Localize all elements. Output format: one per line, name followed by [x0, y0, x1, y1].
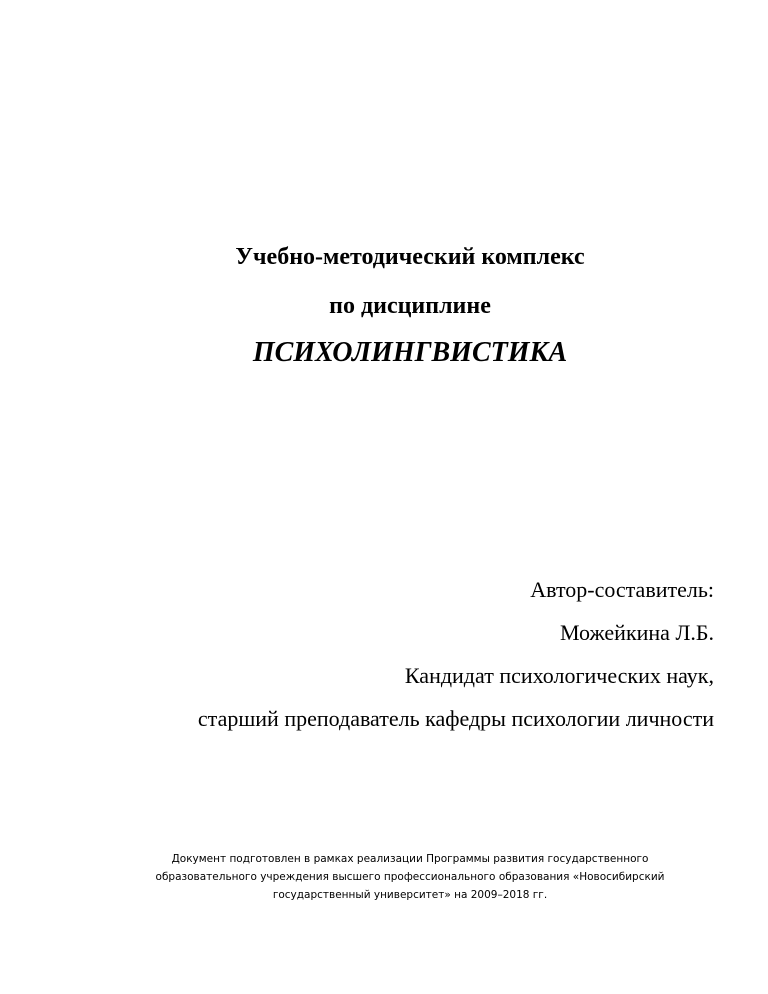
- author-name: Можейкина Л.Б.: [560, 620, 714, 645]
- title-line-discipline-label: по дисциплине: [329, 293, 491, 319]
- author-degree: Кандидат психологических наук,: [404, 663, 714, 688]
- title-line-complex: Учебно-методический комплекс: [235, 244, 585, 270]
- footnote-line-1: Документ подготовлен в рамках реализации Программы развития государственного: [171, 853, 649, 865]
- footnote-line-2: образовательного учреждения высшего профессионального образования «Новосибирский: [155, 871, 665, 883]
- discipline-name: ПСИХОЛИНГВИСТИКА: [252, 337, 568, 368]
- author-label: Автор-составитель:: [530, 577, 714, 602]
- author-block: [198, 577, 714, 749]
- footnote-line-3: государственный университет» на 2009–2018 гг.: [272, 889, 548, 901]
- author-position: старший преподаватель кафедры психологии личности: [197, 706, 714, 731]
- footnote: [0, 850, 768, 904]
